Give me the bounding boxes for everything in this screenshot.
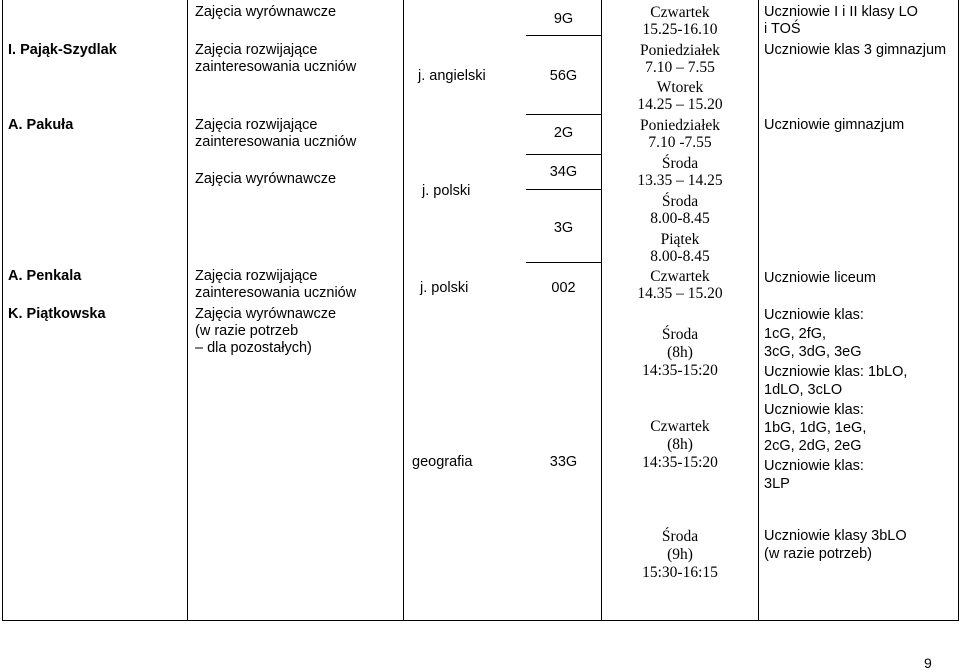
- time-label: 7.10 -7.55: [648, 134, 712, 151]
- room-label: 56G: [549, 68, 578, 84]
- table-border-bottom: [2, 620, 959, 621]
- table-border-right: [958, 0, 959, 621]
- time-label: 8.00-8.45: [650, 210, 710, 227]
- subject-label: geografia: [412, 454, 473, 470]
- teacher-name: A. Penkala: [8, 268, 82, 284]
- activity-label: – dla pozostałych): [195, 340, 312, 356]
- activity-label: zainteresowania uczniów: [195, 285, 357, 301]
- activity-label: zainteresowania uczniów: [195, 134, 357, 150]
- time-label: Czwartek: [650, 418, 710, 435]
- table-border-col2: [403, 0, 404, 621]
- room-separator: [526, 262, 601, 263]
- time-label: Poniedziałek: [639, 42, 721, 59]
- time-label: 14:35-15:20: [642, 362, 718, 379]
- students-label: Uczniowie klas: 1bLO,: [764, 364, 908, 380]
- table-border-col1: [187, 0, 188, 621]
- teacher-name: K. Piątkowska: [8, 306, 106, 322]
- time-label: Środa: [661, 326, 699, 343]
- teacher-name: A. Pakuła: [8, 117, 74, 133]
- students-label: 1cG, 2fG,: [764, 326, 827, 342]
- time-label: 14.25 – 15.20: [637, 96, 723, 113]
- students-label: Uczniowie klas:: [764, 307, 864, 323]
- time-label: Poniedziałek: [639, 117, 721, 134]
- subject-label: j. polski: [420, 280, 469, 296]
- room-label: 3G: [553, 220, 574, 236]
- activity-label: Zajęcia wyrównawcze: [195, 4, 337, 20]
- time-label: 14.35 – 15.20: [637, 285, 723, 302]
- room-label: 33G: [549, 454, 578, 470]
- time-label: 8.00-8.45: [650, 248, 710, 265]
- page-number: 9: [924, 655, 932, 671]
- table-border-left: [2, 0, 3, 621]
- room-label: 9G: [553, 11, 574, 27]
- students-label: Uczniowie gimnazjum: [764, 117, 905, 133]
- activity-label: Zajęcia rozwijające: [195, 42, 318, 58]
- time-label: Piątek: [660, 231, 700, 248]
- students-label: Uczniowie klasy 3bLO: [764, 528, 907, 544]
- students-label: 3LP: [764, 476, 790, 492]
- table-border-col4: [758, 0, 759, 621]
- students-label: 2cG, 2dG, 2eG: [764, 438, 862, 454]
- time-label: Czwartek: [650, 4, 710, 21]
- activity-label: zainteresowania uczniów: [195, 59, 357, 75]
- students-label: Uczniowie klas:: [764, 458, 864, 474]
- time-label: 14:35-15:20: [642, 454, 718, 471]
- time-label: Środa: [661, 155, 699, 172]
- time-label: 15:30-16:15: [642, 564, 718, 581]
- students-label: i TOŚ: [764, 21, 801, 37]
- time-label: Środa: [661, 193, 699, 210]
- time-label: Wtorek: [656, 79, 704, 96]
- time-label: Czwartek: [650, 268, 710, 285]
- subject-label: j. angielski: [418, 68, 486, 84]
- time-label: 7.10 – 7.55: [645, 59, 715, 76]
- activity-label: Zajęcia rozwijające: [195, 117, 318, 133]
- activity-label: Zajęcia rozwijające: [195, 268, 318, 284]
- activity-label: (w razie potrzeb: [195, 323, 299, 339]
- students-label: Uczniowie I i II klasy LO: [764, 4, 918, 20]
- time-label: 15.25-16.10: [642, 21, 718, 38]
- students-label: Uczniowie klas 3 gimnazjum: [764, 42, 947, 58]
- room-label: 002: [551, 280, 576, 296]
- room-separator: [526, 189, 601, 190]
- room-separator: [526, 154, 601, 155]
- room-label: 2G: [553, 125, 574, 141]
- room-separator: [526, 35, 601, 36]
- students-label: (w razie potrzeb): [764, 546, 872, 562]
- students-label: Uczniowie klas:: [764, 402, 864, 418]
- activity-label: Zajęcia wyrównawcze: [195, 171, 337, 187]
- room-separator: [526, 114, 601, 115]
- students-label: Uczniowie liceum: [764, 270, 877, 286]
- teacher-name: I. Pająk-Szydlak: [8, 42, 117, 58]
- students-label: 3cG, 3dG, 3eG: [764, 344, 862, 360]
- students-label: 1bG, 1dG, 1eG,: [764, 420, 867, 436]
- time-label: (8h): [667, 344, 693, 361]
- room-label: 34G: [549, 164, 578, 180]
- students-label: 1dLO, 3cLO: [764, 382, 843, 398]
- subject-label: j. polski: [422, 183, 471, 199]
- activity-label: Zajęcia wyrównawcze: [195, 306, 337, 322]
- time-label: 13.35 – 14.25: [637, 172, 723, 189]
- time-label: (8h): [667, 436, 693, 453]
- time-label: Środa: [661, 528, 699, 545]
- time-label: (9h): [667, 546, 693, 563]
